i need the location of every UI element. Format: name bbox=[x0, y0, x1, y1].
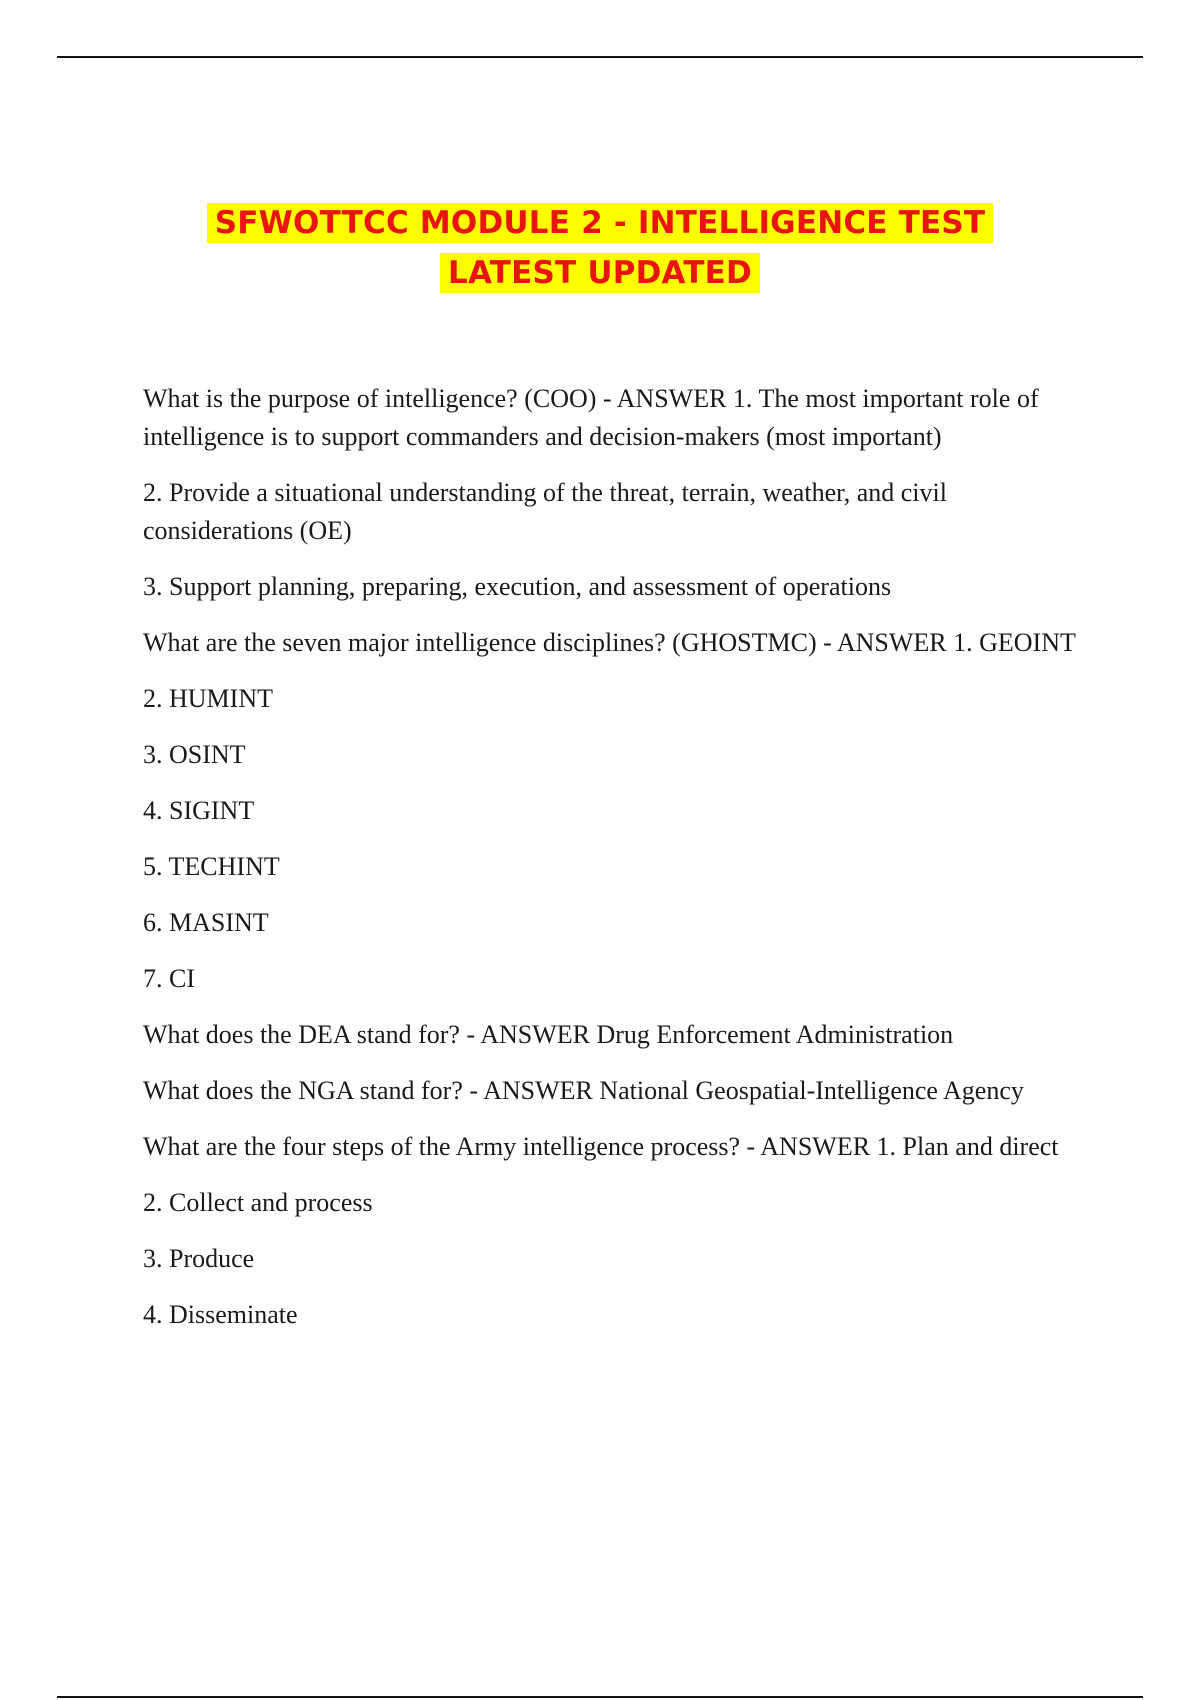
paragraph-discipline-osint: 3. OSINT bbox=[143, 740, 246, 769]
paragraph-discipline-sigint: 4. SIGINT bbox=[143, 796, 255, 825]
paragraph-process-step-3: 3. Produce bbox=[143, 1244, 255, 1273]
paragraph-nga-question: What does the NGA stand for? - ANSWER National Geospatial-Intelligence Agency bbox=[143, 1076, 1024, 1105]
paragraph-purpose-item-2: 2. Provide a situational understanding of the threat, terrain, weather, and civil considerations (OE) bbox=[143, 478, 947, 545]
paragraph-discipline-techint: 5. TECHINT bbox=[143, 852, 280, 881]
title-line-1 bbox=[0, 198, 1200, 248]
paragraph-discipline-masint: 6. MASINT bbox=[143, 908, 269, 937]
paragraph-process-step-4: 4. Disseminate bbox=[143, 1300, 298, 1329]
title-line-2 bbox=[0, 248, 1200, 298]
paragraph-disciplines-question: What are the seven major intelligence disciplines? (GHOSTMC) - ANSWER 1. GEOINT bbox=[143, 628, 1076, 657]
footer-rule bbox=[57, 1696, 1143, 1698]
paragraph-process-step-2: 2. Collect and process bbox=[143, 1188, 373, 1217]
paragraph-discipline-humint: 2. HUMINT bbox=[143, 684, 273, 713]
document-title bbox=[0, 198, 1200, 298]
document-body bbox=[143, 380, 1103, 1352]
paragraph-purpose-item-3: 3. Support planning, preparing, execution, and assessment of operations bbox=[143, 572, 892, 601]
paragraph-dea-question: What does the DEA stand for? - ANSWER Drug Enforcement Administration bbox=[143, 1020, 954, 1049]
header-rule bbox=[57, 56, 1143, 58]
paragraph-discipline-ci: 7. CI bbox=[143, 964, 195, 993]
paragraph-purpose-question: What is the purpose of intelligence? (COO) - ANSWER 1. The most important role of intelligence is to support commanders and decision-makers (most important) bbox=[143, 384, 1039, 451]
paragraph-process-question: What are the four steps of the Army intelligence process? - ANSWER 1. Plan and direct bbox=[143, 1132, 1059, 1161]
title-line-1-text: SFWOTTCC MODULE 2 - INTELLIGENCE TEST bbox=[207, 203, 994, 243]
title-line-2-text: LATEST UPDATED bbox=[440, 253, 760, 293]
